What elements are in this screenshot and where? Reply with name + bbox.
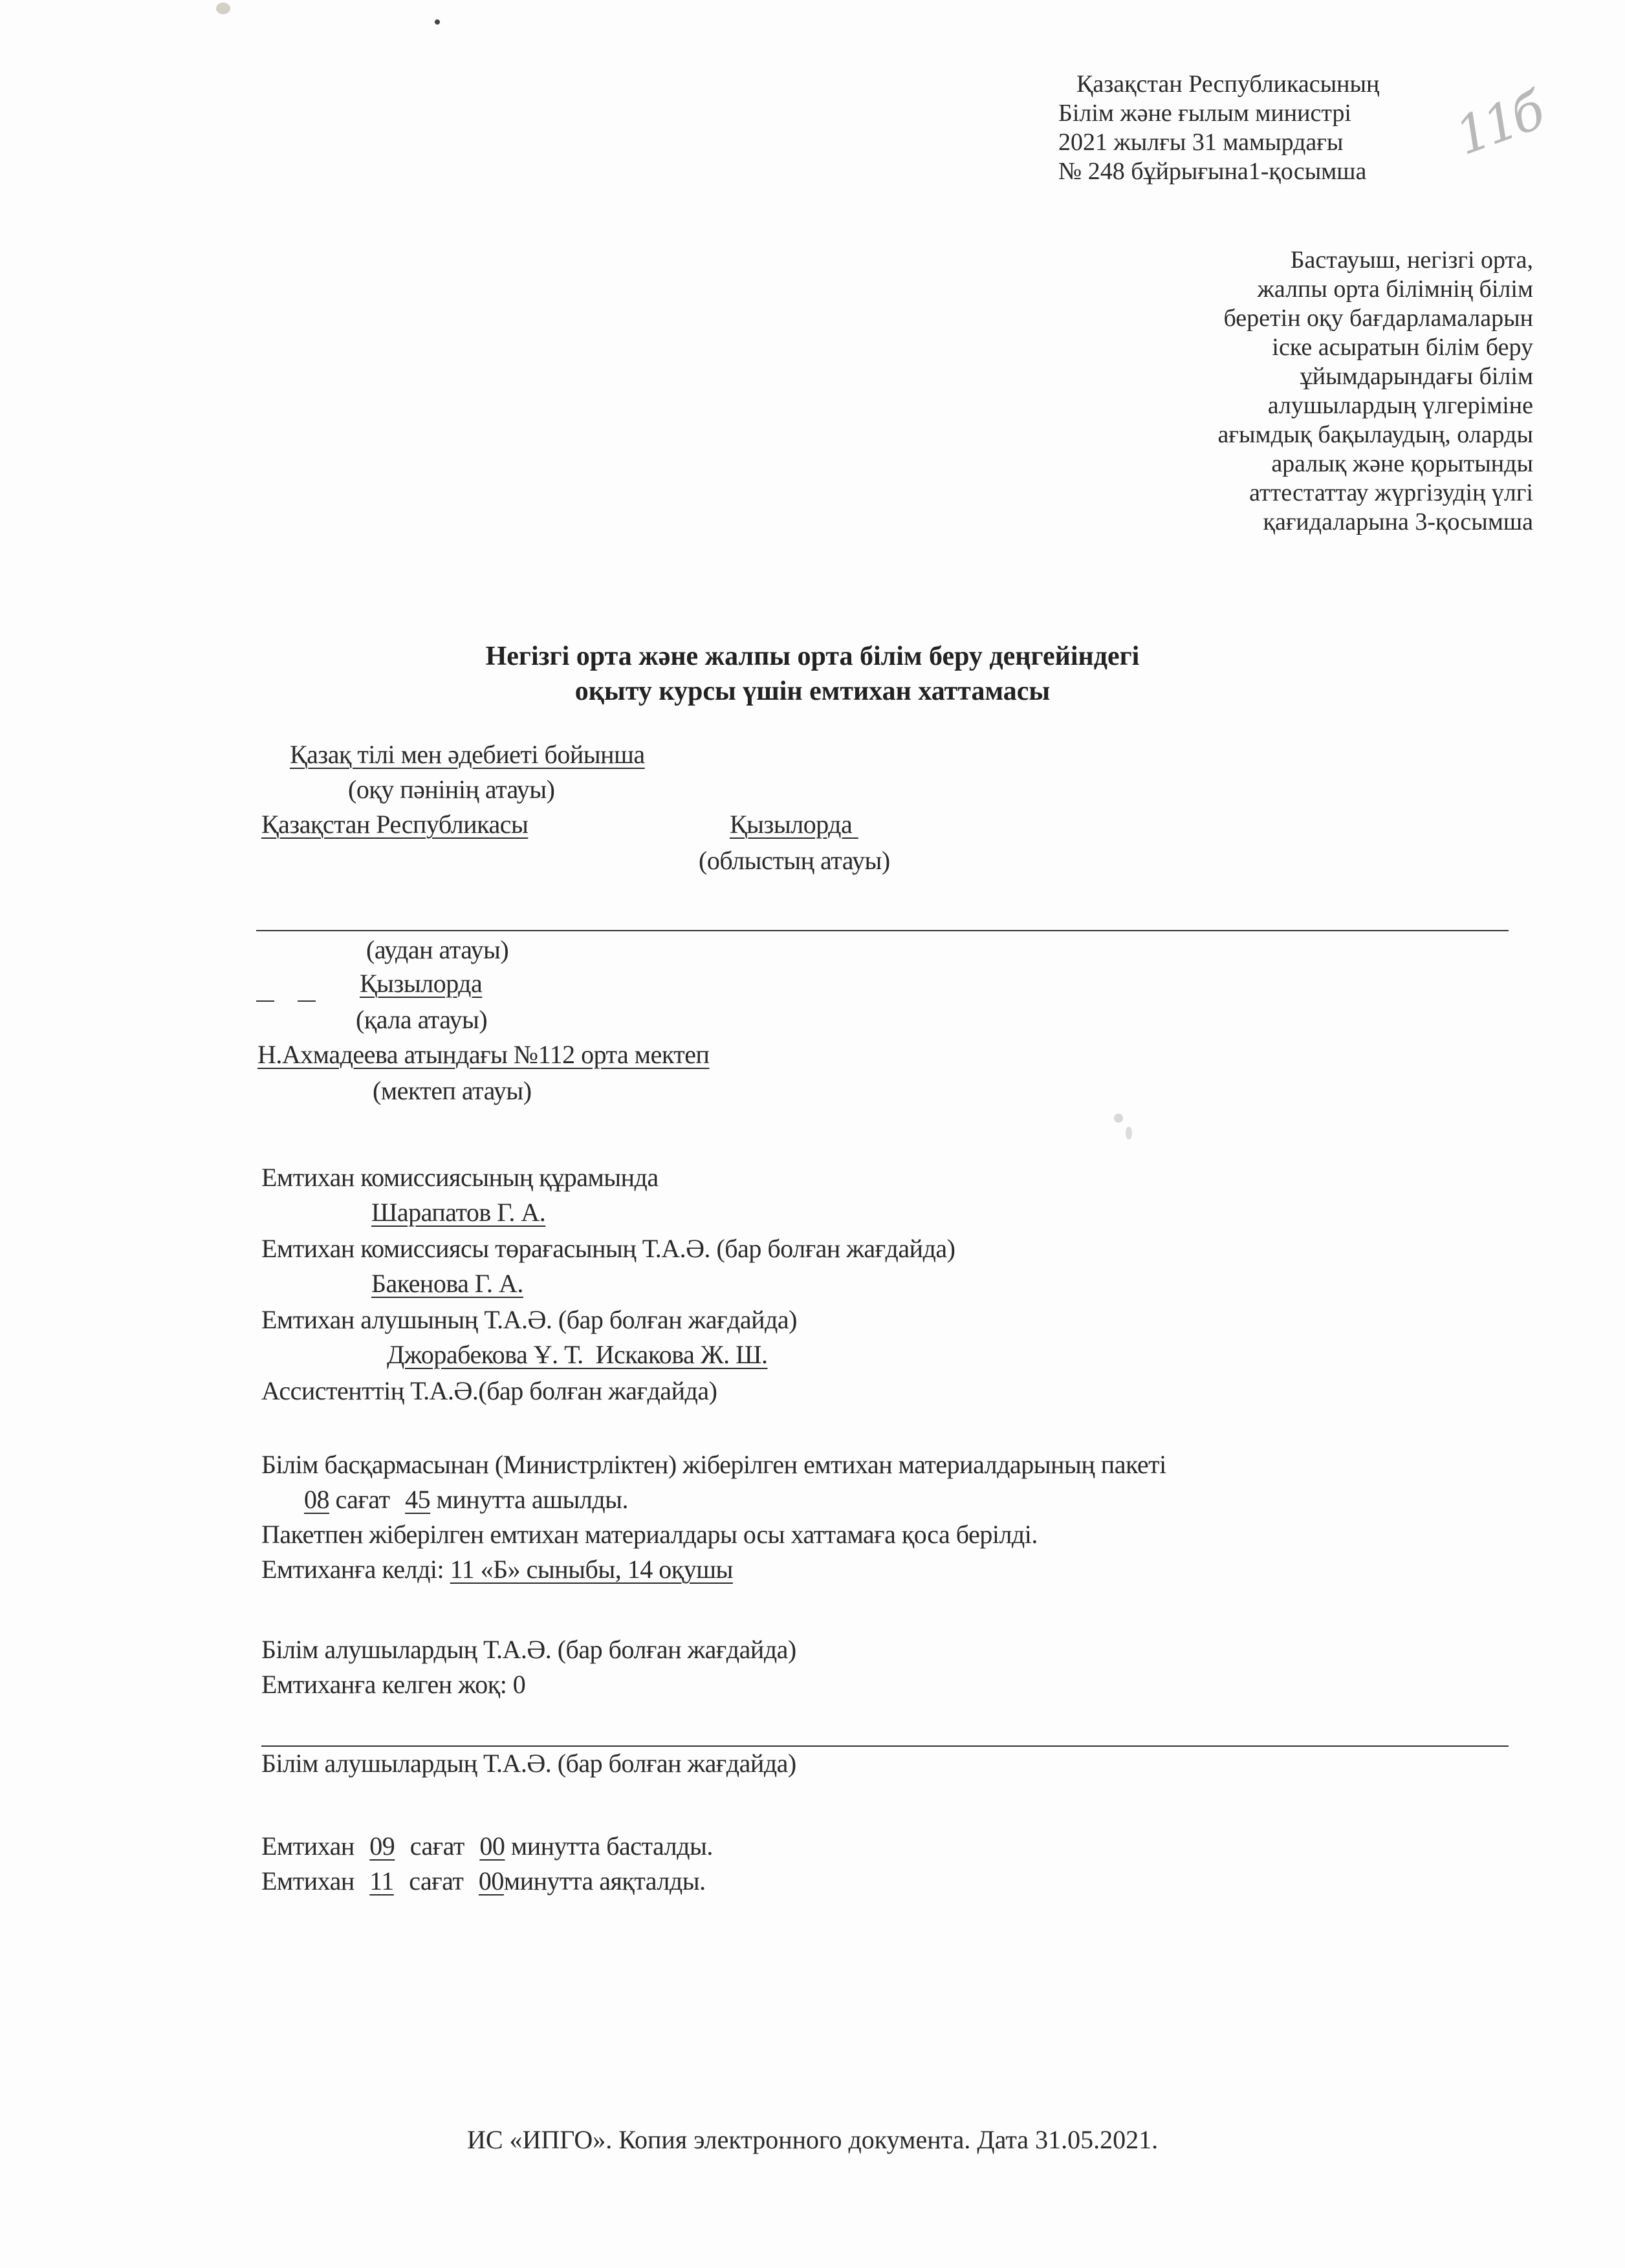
title-line-1: Негізгі орта және жалпы орта білім беру деңгейіндегі [485,642,1140,671]
order-line: Қазақстан Республикасының [1076,70,1380,98]
scan-speck [1114,1114,1123,1123]
rules-line: алушылардың үлгеріміне [1267,392,1533,419]
rules-line: ағымдық бақылаудың, оларды [1217,421,1533,448]
rules-line: қағидаларына 3-қосымша [1263,508,1533,535]
start-hour-label: сағат [409,1831,464,1861]
rules-line: беретін оқу бағдарламаларын [1223,305,1533,332]
scan-speck [1126,1127,1132,1139]
students-caption-2: Білім алушылардың Т.А.Ә. (бар болған жағдайда) [261,1749,796,1778]
district-caption: (аудан атауы) [366,935,509,964]
order-reference-header [1058,70,1511,186]
rules-line: ұйымдарындағы білім [1300,363,1533,390]
start-prefix: Емтихан [261,1831,354,1861]
end-prefix: Емтихан [261,1866,354,1895]
absent-count: Емтиханға келген жоқ: 0 [261,1670,526,1699]
handwritten-note: 11б [1448,81,1549,167]
start-hour: 09 [369,1831,395,1861]
package-minute-label: минутта ашылды. [436,1485,629,1514]
oblast-blank [852,808,888,841]
start-suffix: минутта басталды. [510,1831,713,1861]
examiner-caption: Емтихан алушының Т.А.Ә. (бар болған жағдайда) [261,1305,797,1334]
end-hour: 11 [369,1866,394,1895]
city-field: Қызылорда [360,969,483,998]
order-line: 2021 жылғы 31 мамырдағы [1058,129,1344,156]
chairman-caption: Емтихан комиссиясы төрағасының Т.А.Ә. (бар болған жағдайда) [261,1234,955,1263]
city-blank-dash [256,1000,274,1002]
order-line: Білім және ғылым министрі [1058,100,1351,127]
scan-speck [216,3,230,14]
exam-start-time [261,1830,713,1863]
attended-label: Емтиханға келді: [261,1555,444,1584]
end-minute: 00 [478,1866,504,1895]
package-minute: 45 [405,1485,431,1514]
attended-line [261,1553,733,1586]
subject-caption: (оқу пәнінің атауы) [348,775,555,804]
students-caption-1: Білім алушылардың Т.А.Ә. (бар болған жағдайда) [261,1635,796,1664]
rules-line: аралық және қорытынды [1271,450,1533,477]
school-caption: (мектеп атауы) [373,1076,532,1105]
scan-speck [435,19,440,25]
rules-line: іске асыратын білім беру [1272,334,1533,361]
oblast-field [730,808,888,841]
commission-intro: Емтихан комиссиясының құрамында [261,1163,659,1192]
package-hour-label: сағат [335,1485,390,1514]
document-footer: ИС «ИПГО». Копия электронного документа. Дата 31.05.2021. [466,2125,1159,2154]
rules-line: аттестаттау жүргізудің үлгі [1249,479,1533,506]
document-title [0,639,1625,709]
rules-line: Бастауыш, негізгі орта, [1290,246,1533,274]
city-blank-dash [298,1000,316,1002]
package-hour: 08 [304,1485,329,1514]
package-attached: Пакетпен жіберілген емтихан материалдары осы хаттамаға қоса берілді. [261,1520,1038,1549]
district-blank-line [256,930,1509,931]
package-opened-time [304,1484,628,1516]
package-line: Білім басқармасынан (Министрліктен) жіберілген емтихан материалдарының пакеті [261,1450,1166,1479]
examiner-name: Бакенова Г. А. [371,1269,523,1298]
assistants-names: Джорабекова Ұ. Т. Искакова Ж. Ш. [387,1340,768,1369]
end-suffix: минутта аяқталды. [503,1866,706,1895]
subject-field: Қазақ тілі мен әдебиеті бойынша [290,740,645,769]
country-field: Қазақстан Республикасы [261,810,529,839]
oblast-caption: (облыстың атауы) [699,846,890,875]
end-hour-label: сағат [409,1866,464,1895]
start-minute: 00 [479,1831,505,1861]
chairman-name: Шарапатов Г. А. [371,1198,546,1227]
assistants-caption: Ассистенттің Т.А.Ә.(бар болған жағдайда) [261,1376,717,1405]
absent-students-blank-line [261,1745,1509,1747]
attended-value: 11 «Б» сыныбы, 14 оқушы [450,1555,733,1584]
exam-end-time [261,1865,706,1897]
rules-reference-header [1218,246,1533,537]
city-caption: (қала атауы) [356,1005,488,1034]
rules-line: жалпы орта білімнің білім [1257,275,1533,303]
oblast-value: Қызылорда [730,810,853,839]
title-line-2: оқыту курсы үшін емтихан хаттамасы [574,676,1051,706]
order-line: № 248 бұйрығына1-қосымша [1058,158,1367,185]
school-field: Н.Ахмадеева атындағы №112 орта мектеп [257,1040,710,1069]
